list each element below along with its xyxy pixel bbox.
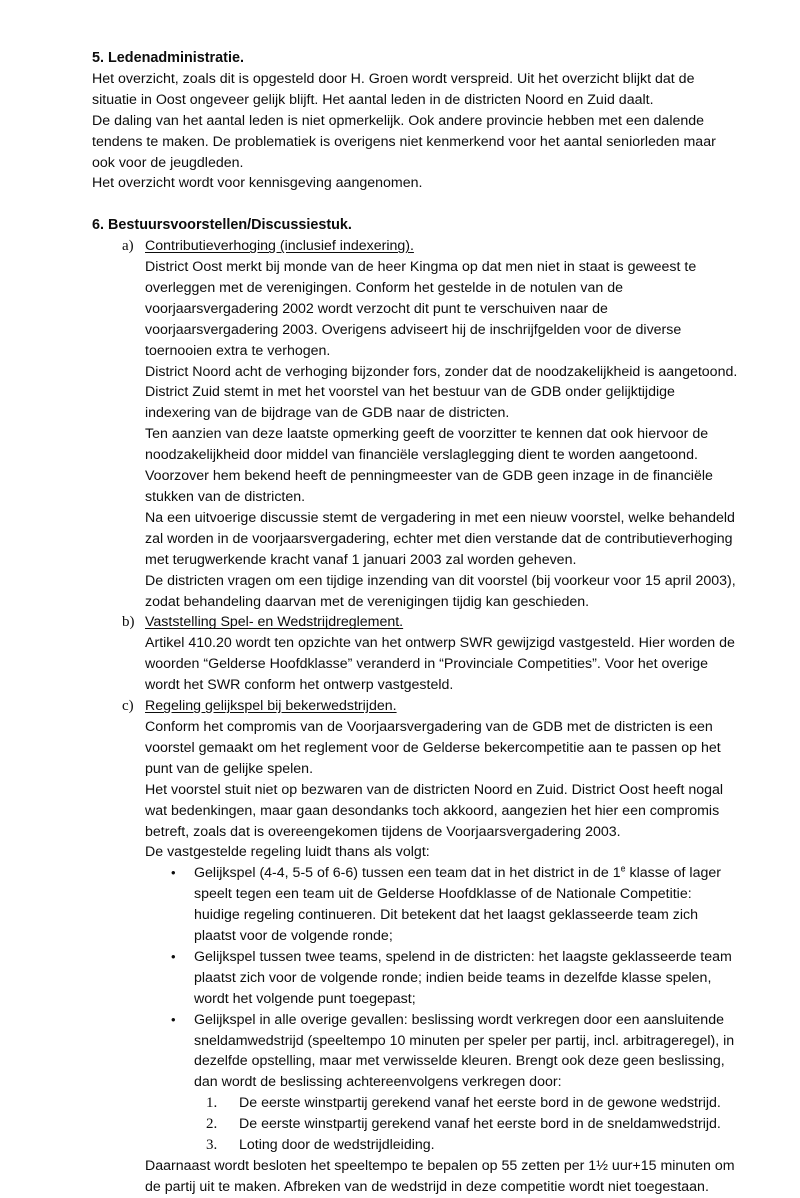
bullet-icon: •: [171, 865, 176, 881]
lettered-item-a-paragraph-6: De districten vragen om een tijdige inzending van dit voorstel (bij voorkeur voor 15 april 2003), zodat behandeling daarvan met de verenigingen tijdig kan geschieden.: [145, 572, 736, 610]
document-body: [92, 48, 740, 1198]
lettered-item-b: [92, 612, 740, 696]
lettered-item-a-marker: a): [122, 238, 134, 255]
lettered-item-a-paragraph-4: Ten aanzien van deze laatste opmerking geeft de voorzitter te kennen dat ook hiervoor de noodzakelijkheid door middel van financiële verslaglegging dient te worden aangetoond. Voorzover hem bekend heeft de penningmeester van de GDB geen inzage in de financiële stukken van de districten.: [145, 426, 713, 506]
bullet-1-superscript: e: [620, 863, 626, 874]
lettered-item-list: [92, 236, 740, 1156]
lettered-item-b-body: [145, 612, 740, 696]
numbered-item-3-text: Loting door de wedstrijdleiding.: [239, 1137, 435, 1154]
bullet-1-text-after-sup: klasse of lager speelt tegen een team uit de Gelderse Hoofdklasse of de Nationale Competitie: huidige regeling continueren. Dit betekent dat het laagst geklasseerde team zich plaatst voor de volgende ronde;: [194, 865, 721, 945]
bullet-icon: •: [171, 1011, 176, 1027]
bullet-icon: •: [171, 948, 176, 964]
numbered-item-2-text: De eerste winstpartij gerekend vanaf het eerste bord in de sneldamwedstrijd.: [239, 1116, 721, 1133]
lettered-item-b-title: Vaststelling Spel- en Wedstrijdreglement.: [145, 614, 404, 631]
list-item: [145, 947, 740, 1010]
lettered-item-b-marker: b): [122, 614, 135, 631]
lettered-item-a-paragraph-5: Na een uitvoerige discussie stemt de vergadering in met een nieuw voorstel, welke behandeld zal worden in de voorjaarsvergadering, echter met dien verstande dat de contributieverhoging met terugwerkende kracht vanaf 1 januari 2003 zal worden geheven.: [145, 509, 735, 568]
list-item: [194, 1135, 740, 1156]
section-heading-6: 6. Bestuursvoorstellen/Discussiestuk.: [92, 217, 352, 234]
lettered-item-a-paragraph-2: District Noord acht de verhoging bijzonder fors, zonder dat de noodzakelijkheid is aangetoond.: [145, 363, 738, 380]
section-heading-5: 5. Ledenadministratie.: [92, 50, 244, 66]
lettered-item-b-paragraph-1: Artikel 410.20 wordt ten opzichte van het ontwerp SWR gewijzigd vastgesteld. Hier worden de woorden “Gelderse Hoofdklasse” veranderd in “Provinciale Competities”. Voor het overige wordt het SWR conform het ontwerp vastgesteld.: [145, 635, 735, 694]
numbered-item-2-marker: 2.: [206, 1116, 218, 1133]
list-item: [194, 1093, 740, 1114]
lettered-item-c-title: Regeling gelijkspel bij bekerwedstrijden.: [145, 698, 397, 715]
lettered-item-c-paragraph-1: Conform het compromis van de Voorjaarsvergadering van de GDB met de districten is een voorstel gemaakt om het reglement voor de Gelderse bekercompetitie aan te passen op het punt van de gelijke spelen.: [145, 718, 721, 777]
bullet-2-text: Gelijkspel tussen twee teams, spelend in de districten: het laagste geklasseerde team plaatst zich voor de volgende ronde; indien beide teams in dezelfde klasse spelen, wordt het volgende punt toegepast;: [194, 948, 732, 1007]
bullet-3-text: Gelijkspel in alle overige gevallen: beslissing wordt verkregen door een aansluitende sneldamwedstrijd (speeltempo 10 minuten per speler per partij, incl. arbitrageregel), in dezelfde opstelling, maar met verwisselde kleuren. Brengt ook deze geen beslissing, dan wordt de beslissing achtereenvolgens verkregen door:: [194, 1011, 735, 1091]
beslissing-numbered-list: [194, 1093, 740, 1156]
bullet-1-text: [194, 865, 721, 944]
lettered-item-c-paragraph-2: Het voorstel stuit niet op bezwaren van de districten Noord en Zuid. District Oost heeft nogal wat bedenkingen, maar gaan desondanks toch akkoord, aangezien het hier een compromis betreft, zoals dat is overeengekomen tijdens de Voorjaarsvergadering 2003.: [145, 781, 724, 840]
closing-paragraph: Daarnaast wordt besloten het speeltempo te bepalen op 55 zetten per 1½ uur+15 minuten om de partij uit te maken. Afbreken van de wedstrijd in deze competitie wordt niet toegestaan.: [145, 1158, 735, 1195]
lettered-item-c-paragraph-3: De vastgestelde regeling luidt thans als volgt:: [145, 844, 430, 861]
list-item: [145, 1010, 740, 1156]
numbered-item-1-marker: 1.: [206, 1095, 218, 1112]
closing-block: [92, 1156, 740, 1198]
lettered-item-a-paragraph-3: District Zuid stemt in met het voorstel van het bestuur van de GDB onder gelijktijdige indexering van de bijdrage van de GDB naar de districten.: [145, 384, 675, 422]
lettered-item-a-paragraph-1: District Oost merkt bij monde van de heer Kingma op dat men niet in staat is geweest te overleggen met de verenigingen. Conform het gestelde in de notulen van de voorjaarsvergadering 2002 wordt verzocht dit punt te verschuiven naar de voorjaarsvergadering 2003. Overigens adviseert hij de inschrijfgelden voor de diverse toernooien extra te verhogen.: [145, 259, 697, 359]
bullet-1-text-before-sup: Gelijkspel (4-4, 5-5 of 6-6) tussen een team dat in het district in de 1: [194, 865, 621, 882]
lettered-item-a-body: [145, 236, 740, 612]
lettered-item-a-title: Contributieverhoging (inclusief indexering).: [145, 238, 414, 255]
lettered-item-c-body: [145, 696, 740, 1156]
list-item: [145, 863, 740, 947]
section-5-paragraph-2: De daling van het aantal leden is niet opmerkelijk. Ook andere provincie hebben met een dalende tendens te maken. De problematiek is overigens niet kenmerkend voor het aantal seniorleden maar ook voor de jeugdleden.: [92, 112, 716, 171]
numbered-item-3-marker: 3.: [206, 1137, 218, 1154]
lettered-item-c-marker: c): [122, 698, 134, 715]
section-5-paragraph-3: Het overzicht wordt voor kennisgeving aangenomen.: [92, 175, 423, 192]
gelijkspel-bullet-list: [145, 863, 740, 1156]
lettered-item-c: [92, 696, 740, 1156]
section-5-paragraph-1: Het overzicht, zoals dit is opgesteld door H. Groen wordt verspreid. Uit het overzicht blijkt dat de situatie in Oost ongeveer gelijk blijft. Het aantal leden in de districten Noord en Zuid daalt.: [92, 70, 695, 108]
lettered-item-a: [92, 236, 740, 612]
numbered-item-1-text: De eerste winstpartij gerekend vanaf het eerste bord in de gewone wedstrijd.: [239, 1095, 721, 1112]
